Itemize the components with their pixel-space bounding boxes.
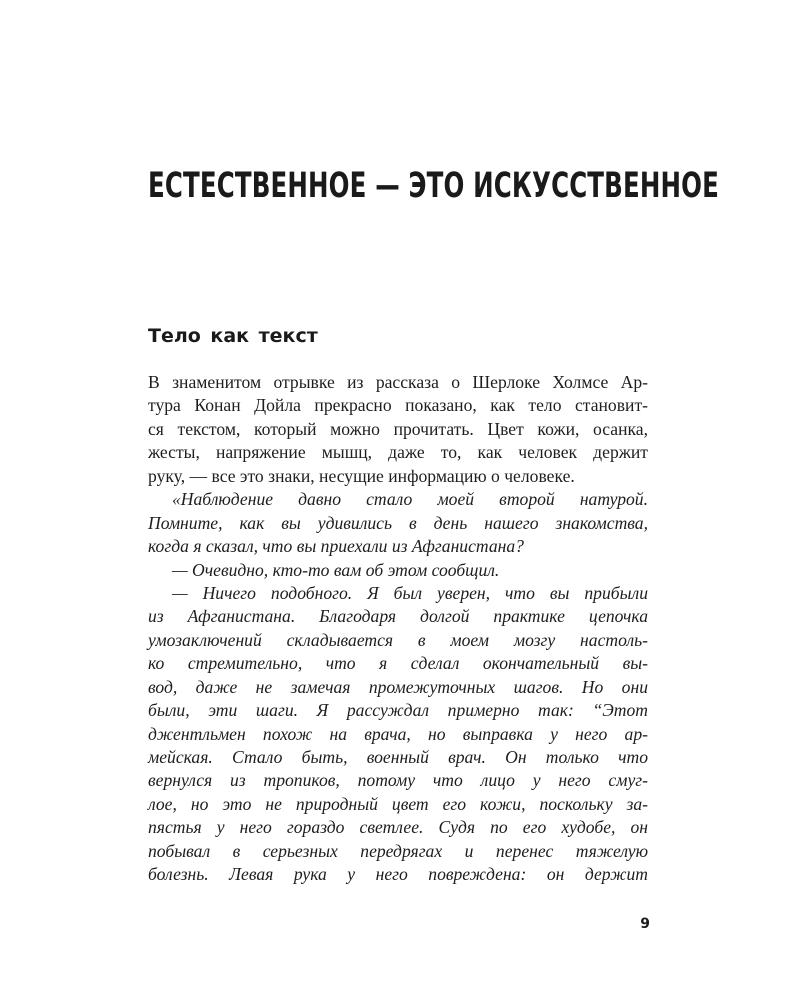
quote-line: мейская. Стало быть, военный врач. Он только что bbox=[148, 747, 648, 767]
quote-line: когда я сказал, что вы приехали из Афганистана? bbox=[148, 536, 524, 557]
quote-line: «Наблюдение давно стало моей второй натурой. bbox=[172, 489, 648, 510]
chapter-title: ЕСТЕСТВЕННОЕ — ЭТО ИСКУССТВЕННОЕ bbox=[148, 166, 719, 206]
quote-line: ко стремительно, что я сделал окончательный вы- bbox=[148, 653, 648, 674]
quote-line: джентльмен похож на врача, но выправка у него ар- bbox=[148, 723, 648, 744]
quote-line: из Афганистана. Благодаря долгой практике цепочка bbox=[148, 606, 648, 627]
quote-line: умозаключений складывается в моем мозгу настоль- bbox=[148, 629, 648, 650]
body-line: В знаменитом отрывке из рассказа о Шерлоке Холмсе Ар- bbox=[148, 372, 648, 392]
quote-line: побывал в серьезных передрягах и перенес тяжелую bbox=[148, 840, 648, 861]
quote-line: Помните, как вы удивились в день нашего знакомства, bbox=[148, 512, 648, 533]
quote-line: — Очевидно, кто-то вам об этом сообщил. bbox=[172, 559, 500, 580]
quote-line: болезнь. Левая рука у него повреждена: он держит bbox=[148, 864, 648, 885]
body-text bbox=[148, 371, 648, 887]
quote-line: пястья у него гораздо светлее. Судя по его худобе, он bbox=[148, 817, 648, 838]
section-title: Тело как текст bbox=[148, 325, 318, 347]
quote-line: вернулся из тропиков, потому что лицо у него смуг- bbox=[148, 770, 648, 791]
body-line: руку, — все это знаки, несущие информацию о человеке. bbox=[148, 465, 575, 486]
quote-line: — Ничего подобного. Я был уверен, что вы прибыли bbox=[172, 582, 648, 603]
quote-line: были, эти шаги. Я рассуждал примерно так: “Этот bbox=[148, 700, 648, 721]
quote-line: вод, даже не замечая промежуточных шагов. Но они bbox=[148, 676, 648, 697]
body-line: тура Конан Дойла прекрасно показано, как тело становит- bbox=[148, 395, 648, 416]
body-line: ся текстом, который можно прочитать. Цвет кожи, осанка, bbox=[148, 418, 648, 439]
page-number: 9 bbox=[640, 916, 650, 932]
body-line: жесты, напряжение мышц, даже то, как человек держит bbox=[148, 442, 648, 463]
quote-line: лое, но это не природный цвет его кожи, поскольку за- bbox=[148, 793, 648, 814]
